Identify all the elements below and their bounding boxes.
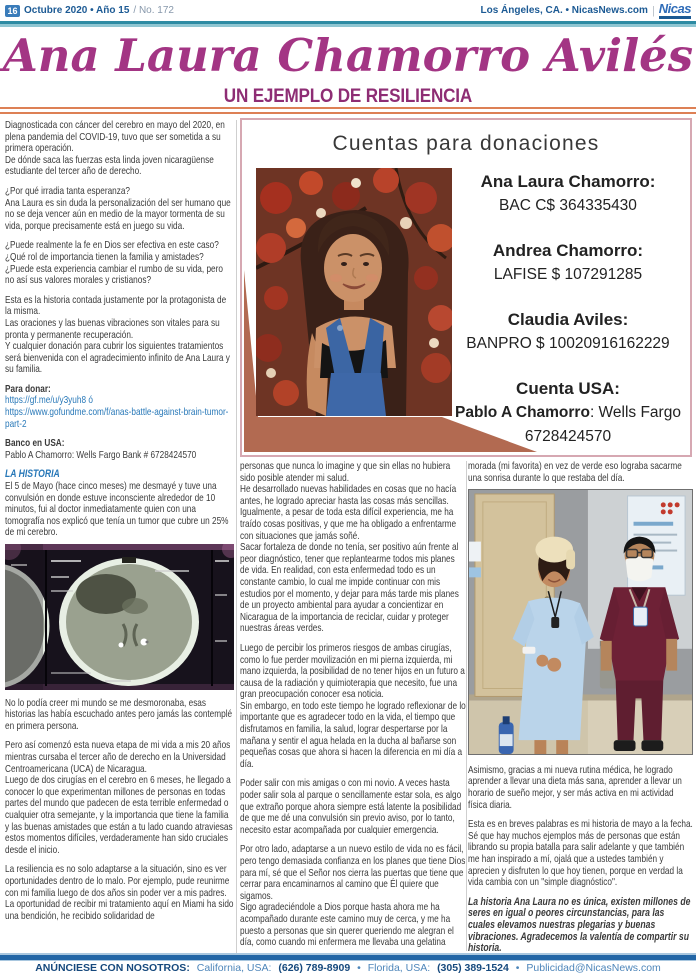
footer-rule <box>0 953 696 961</box>
footer-fl-phone: (305) 389-1524 <box>437 962 509 974</box>
teal-rule <box>0 21 696 27</box>
account-entry-usa <box>452 377 684 449</box>
nicas-logo-tagline-bar <box>659 16 691 19</box>
account-holder: Pablo A Chamorro <box>455 404 590 421</box>
account-bank: : Wells Fargo <box>589 404 681 421</box>
paragraph: Esta es en breves palabras es mi historia de mayo a la fecha. Sé que hay muchos ejemplos más de personas que están librando su propia batalla para salir adelante y que también me han inspirado a mí, ojalá que a ustedes también y aprecien y disfruten lo que hoy tienen, porque en verdad la vida cambia con un "simple diagnóstico". <box>468 819 693 889</box>
account-entry <box>452 170 684 218</box>
article-subtitle <box>0 86 696 108</box>
paragraph: Luego de percibir los primeros riesgos de ambas cirugías, como lo fue perder movilización en mi pierna izquierda, mi mano izquierda, la posibilidad de no tener hijos en un futuro a causa de la radiación y quimioterapia que necesito, fue una gran preocupación conocer esa noticia. <box>240 642 465 701</box>
orange-rule <box>0 107 696 114</box>
right-column <box>468 461 693 953</box>
footer-fl-label: Florida, USA: <box>367 962 431 974</box>
left-column <box>5 120 234 953</box>
nicas-logo-text: Nicas <box>658 1 691 16</box>
footer-ca-phone: (626) 789-8909 <box>278 962 351 974</box>
ct-scan-image <box>5 544 234 690</box>
page-header <box>5 3 691 18</box>
paragraph: He desarrollado nuevas habilidades en cosas que no hacía antes, he logrado apreciar hasta las cosas más sencillas. Igualmente, a pesar de toda esta difícil experiencia, me ha traído cosas positivas, y que me ha obligado a enfrentarme con situaciones que jamás soñé. <box>240 484 457 542</box>
account-entry <box>452 239 684 287</box>
article-title: Ana Laura Chamorro Avilés <box>2 29 694 82</box>
paragraph: Poder salir con mis amigas o con mi novio. A veces hasta poder salir sola al parque o sencillamente estar sola, es algo que extraño porque ahora siempre está latente la posibilidad de que me dé una convulsión sin previo aviso, por lo tanto, necesito estar acompañada por cualquier emergencia. <box>240 778 462 836</box>
footer-label: ANÚNCIESE CON NOSOTROS: <box>35 962 190 974</box>
paragraph: Sacar fortaleza de donde no tenía, ser positivo aún frente al peor diagnóstico, tener que replantearme todos mis planes de vida. En realidad, con esta enfermedad todo es un constante cambio, lo cual me impide continuar con mis estudios por el momento, y dejar para más tarde mis planes de un proyecto ambiental para ayudar a concientizar en Nicaragua de la importancia de reciclar, cuidar y proteger nuestras áreas verdes. <box>240 542 459 635</box>
paragraph: No lo podía creer mi mundo se me desmoronaba, esas historias las había escuchado antes pero jamás las contemplé en primera persona. <box>5 697 233 732</box>
donation-link-short[interactable]: https://gf.me/u/y3yuh8 ó <box>5 395 93 407</box>
paragraph: Esta es la historia contada justamente por la protagonista de la misma. <box>5 294 227 318</box>
paragraph: ¿Por qué irradia tanta esperanza? <box>5 185 131 197</box>
account-holder: Andrea Chamorro: <box>492 241 644 260</box>
day-badge: 16 <box>5 5 20 17</box>
paragraph: La resiliencia es no solo adaptarse a la situación, sino es ver oportunidades dentro de lo malo. Por ejemplo, pude reunirme con mi familia luego de dos años sin poder ver a mis padres. La oportunidad de recibir mi tratamiento aquí en Miami ha sido una bendición, he recibido solidaridad de <box>5 864 234 922</box>
account-entry <box>452 308 684 356</box>
paragraph: Pero así comenzó esta nueva etapa de mi vida a mis 20 años mientras cursaba el tercer año de derecho en la Universidad Centroamericana (UCA) de Nicaragua. <box>5 740 231 775</box>
closing-paragraph: La historia Ana Laura no es única, existen millones de seres en igual o peores circunstancias, para las cuales elevamos nuestras plegarias y buenas vibraciones. Agradecemos la valentía de compartir su historia. <box>468 895 691 953</box>
middle-column <box>240 461 466 953</box>
donate-label: Para donar: <box>5 383 51 395</box>
section-label-la-historia: LA HISTORIA <box>5 468 60 481</box>
account-label: Cuenta USA: <box>516 379 620 398</box>
paragraph: El 5 de Mayo (hace cinco meses) me desmayé y tuve una convulsión en donde estuve inconsciente alrededor de 10 minutos, fui al doctor inmediatamente quien con una tomografía nos explicó que tenía un tumor que cubre un 25% de mi cerebro. <box>5 481 229 539</box>
paragraph: Por otro lado, adaptarse a un nuevo estilo de vida no es fácil, pero tengo demasiada confianza en los planes que tiene Dios para mí, sé que el Señor nos cierra las puertas que tiene que cerrar para encaminarnos al camino que Él quiere que sigamos. <box>240 844 466 902</box>
paragraph: Diagnosticada con cáncer del cerebro en mayo del 2020, en plena pandemia del COVID-19, tuvo que ser sometida a su primera operación. <box>5 120 225 155</box>
paragraph: Luego de dos cirugías en el cerebro en 6 meses, he llegado a conocer lo que experimentan millones de personas en todas partes del mundo que padecen de esta terrible enfermedad o cualquier otra semejante, y la importancia que tiene la familia y las buenas amistades que están a tu lado cuando atraviesas estos momentos difíciles, verdaderamente han sido cruciales desde el inicio. <box>5 775 233 856</box>
account-holder: Ana Laura Chamorro: <box>480 172 656 191</box>
footer-contact-line <box>0 962 696 974</box>
header-date-group <box>5 5 174 17</box>
account-number: 6728424570 <box>524 428 612 445</box>
footer-ca-label: California, USA: <box>196 962 272 974</box>
portrait-photo <box>256 168 452 416</box>
column-divider <box>236 120 237 953</box>
paragraph: Las oraciones y las buenas vibraciones son vitales para su pronta y permanente recuperación. <box>5 317 220 341</box>
paragraph: Sin embargo, en todo este tiempo he logrado reflexionar de lo importante que es agradecer todo en la vida, el tiempo que disfrutamos en familia, la salud, lograr despertarse por la mañana y sentir el agua helada en la ducha al bañarse son pequeñas cosas que ahora si hacen la diferencia en mi día a día. <box>240 700 466 770</box>
paragraph: ¿Puede realmente la fe en Dios ser efectiva en este caso? <box>5 240 219 252</box>
paragraph: personas que nunca lo imagine y que sin ellas no hubiera sido posible atender mi salud. <box>240 461 451 484</box>
paragraph: Ana Laura es sin duda la personalización del ser humano que no se deja vencer aún en medio de la mayor tormenta de su vida, porque precisamente está en juego su vida. <box>5 197 231 232</box>
account-number: LAFISE $ 107291285 <box>493 266 643 283</box>
account-number: BAC C$ 364335430 <box>499 197 637 214</box>
donation-link-gofundme[interactable]: https://www.gofundme.com/f/anas-battle-against-brain-tumor-part-2 <box>5 407 229 430</box>
paragraph: ¿Qué rol de importancia tienen la familia y amistades? <box>5 251 204 263</box>
hospital-photo <box>468 489 693 755</box>
paragraph: Y cualquier donación para cubrir los siguientes tratamientos será bienvenida con el agradecimiento infinito de Ana Laura y su familia. <box>5 341 230 376</box>
footer-separator: • <box>357 962 361 974</box>
account-holder: Claudia Aviles: <box>507 310 629 329</box>
paragraph: ¿Puede esta experiencia cambiar el rumbo de su vida, pero no así sus valores morales y cristianos? <box>5 263 223 287</box>
column-divider <box>466 461 467 951</box>
header-divider: | <box>651 4 655 17</box>
header-location: Los Ángeles, CA. • NicasNews.com <box>480 5 648 16</box>
nicas-logo <box>659 2 691 19</box>
article-subtitle-text: UN EJEMPLO DE RESILIENCIA <box>223 86 473 107</box>
donation-accounts-box <box>240 118 692 457</box>
bank-account-line: Pablo A Chamorro: Wells Fargo Bank # 6728424570 <box>5 449 197 461</box>
paragraph: Sigo agradeciéndole a Dios porque hasta ahora me ha acompañado durante este camino muy de cerca, y me ha puesto a personas que sin querer queriendo me alegran el día, como cuando mi enfermera me llevaba una gelatina <box>240 902 454 949</box>
bank-label: Banco en USA: <box>5 438 65 450</box>
account-number: BANPRO $ 10020916162229 <box>466 335 670 352</box>
footer-separator: • <box>515 962 520 974</box>
header-issue-number: / No. 172 <box>133 5 174 16</box>
donation-accounts-list <box>452 170 684 449</box>
footer-email[interactable]: Publicidad@NicasNews.com <box>526 962 661 974</box>
header-brand-group <box>480 2 691 19</box>
paragraph: De dónde saca las fuerzas esta linda joven nicaragüense estudiante del tercer año de derecho. <box>5 154 214 178</box>
paragraph: Asimismo, gracias a mi nueva rutina médica, he logrado aprender a llevar una dieta más sana, aprender a llevar un horario de sueño mejor, y ser más activa en mi actividad física diaria. <box>468 764 682 811</box>
paragraph: morada (mi favorita) en vez de verde eso lograba sacarme una sonrisa durante lo que restaba del día. <box>468 461 682 484</box>
header-date: Octubre 2020 • Año 15 <box>24 5 130 16</box>
donation-box-title: Cuentas para donaciones <box>332 132 600 155</box>
account-holder-line <box>452 401 684 425</box>
